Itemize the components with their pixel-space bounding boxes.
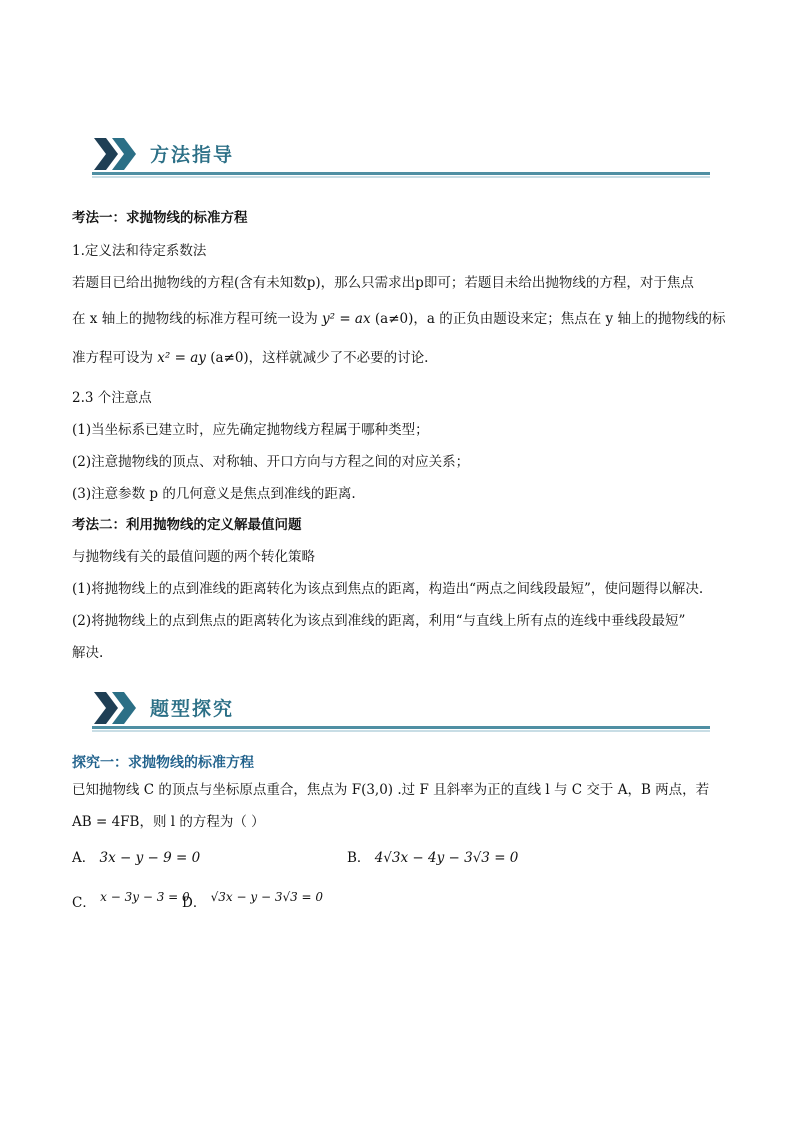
option-text: 4√3x − 4y − 3√3 = 0 [374, 850, 519, 866]
method1-point3: (3)注意参数 p 的几何意义是焦点到准线的距离. [72, 486, 356, 502]
divider [92, 730, 710, 732]
method2-strategy2-cont: 解决. [72, 645, 104, 661]
divider [92, 172, 710, 175]
method1-line1: 若题目已给出抛物线的方程(含有未知数p)，那么只需求出p即可；若题目未给出抛物线的方程，对于焦点 [72, 275, 694, 291]
text: 在 x 轴上的抛物线的标准方程可统一设为 [72, 311, 318, 327]
method2-strategy2: (2)将抛物线上的点到焦点的距离转化为该点到准线的距离，利用“与直线上所有点的连线中垂线段最短” [72, 613, 686, 629]
option-b[interactable] [347, 848, 518, 868]
equation: x² = ay [157, 350, 206, 366]
text: (a≠0)，a 的正负由题设来定；焦点在 y 轴上的抛物线的标 [374, 311, 726, 327]
method1-sub2: 2.3 个注意点 [72, 390, 152, 406]
question-line2: AB = 4FB，则 l 的方程为（ ） [72, 814, 265, 830]
section-banner-method [92, 134, 710, 182]
method2-strategy1: (1)将抛物线上的点到准线的距离转化为该点到焦点的距离，构造出“两点之间线段最短”，使问题得以解决. [72, 581, 704, 597]
equation: y² = ax [322, 311, 371, 327]
method2-intro: 与抛物线有关的最值问题的两个转化策略 [72, 549, 315, 565]
text: 准方程可设为 [72, 350, 153, 366]
option-label: C． [72, 895, 96, 911]
question-line1: 已知抛物线 C 的顶点与坐标原点重合，焦点为 F(3,0) .过 F 且斜率为正的直线 l 与 C 交于 A，B 两点，若 [72, 782, 710, 798]
option-text: x − 3y − 3 = 0 [100, 890, 190, 904]
method1-heading: 考法一：求抛物线的标准方程 [72, 210, 248, 226]
method1-sub1: 1.定义法和待定系数法 [72, 243, 207, 259]
method1-point2: (2)注意抛物线的顶点、对称轴、开口方向与方程之间的对应关系； [72, 454, 470, 470]
section-title-explore: 题型探究 [150, 698, 235, 720]
divider [92, 176, 710, 178]
option-label: A． [72, 850, 96, 866]
option-label: B． [347, 850, 371, 866]
divider [92, 726, 710, 729]
method2-heading: 考法二：利用抛物线的定义解最值问题 [72, 517, 302, 533]
option-text: √3x − y − 3√3 = 0 [210, 890, 324, 904]
option-a[interactable] [72, 848, 200, 868]
text: (a≠0)，这样就减少了不必要的讨论. [210, 350, 429, 366]
method1-line3 [72, 348, 428, 368]
method1-point1: (1)当坐标系已建立时，应先确定抛物线方程属于哪种类型； [72, 422, 429, 438]
section-banner-explore [92, 688, 710, 736]
option-label: D． [182, 895, 207, 911]
section-title-method: 方法指导 [150, 144, 235, 166]
option-text: 3x − y − 9 = 0 [99, 850, 201, 866]
double-chevron-icon [92, 690, 140, 726]
explore-heading: 探究一：求抛物线的标准方程 [72, 755, 254, 771]
option-c[interactable] [72, 890, 190, 913]
double-chevron-icon [92, 136, 140, 172]
option-d[interactable] [182, 890, 324, 913]
method1-line2 [72, 309, 725, 329]
